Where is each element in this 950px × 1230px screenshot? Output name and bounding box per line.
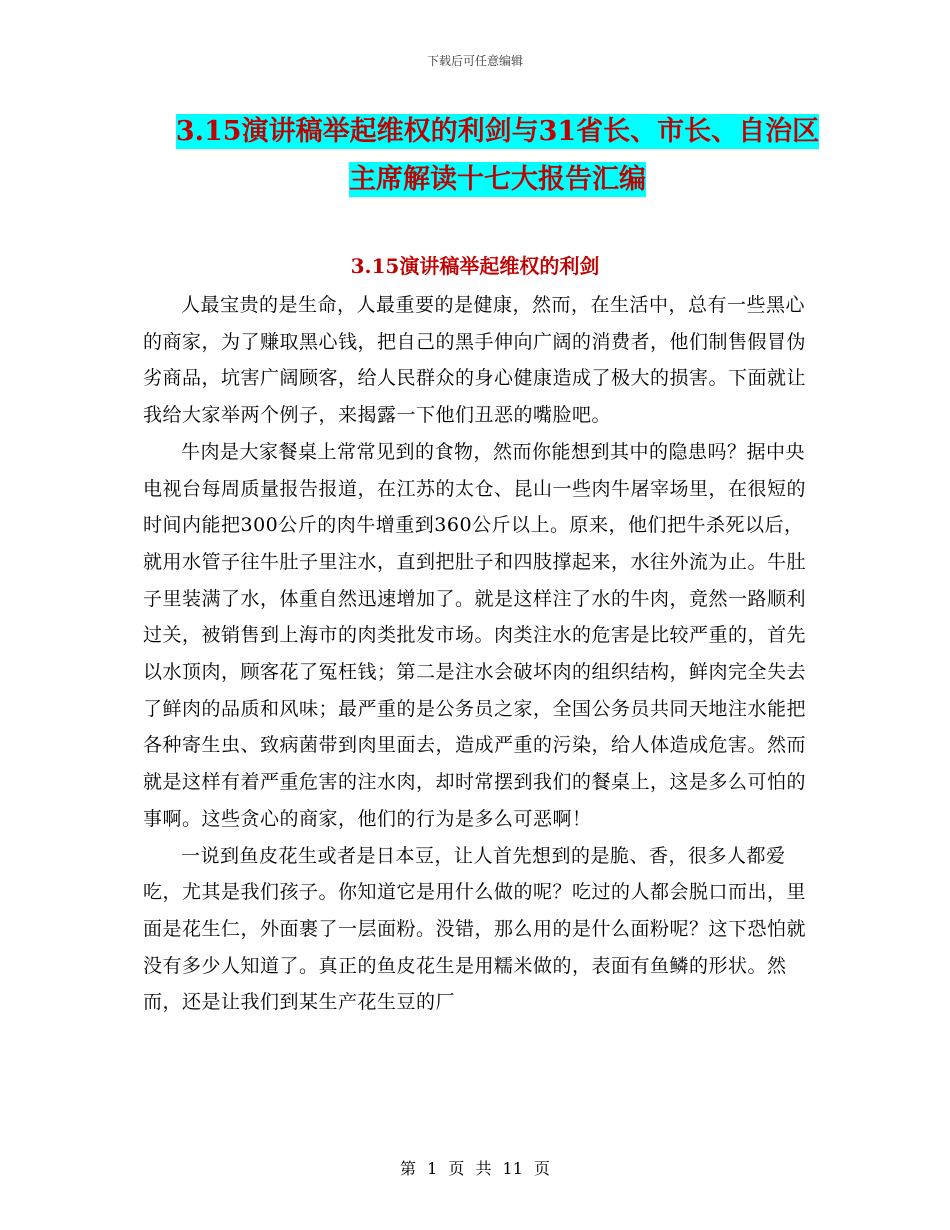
paragraph-3: 一说到鱼皮花生或者是日本豆，让人首先想到的是脆、香，很多人都爱吃，尤其是我们孩子。你知道它是用什么做的呢？吃过的人都会脱口而出，里面是花生仁，外面裹了一层面粉。没错，那么用的是什么面粉呢？这下恐怕就没有多少人知道了。真正的鱼皮花生是用糯米做的，表面有鱼鳞的形状。然而，还是让我们到某生产花生豆的厂 [143,844,807,1014]
page-footer: 第 1 页 共 11 页 [400,1159,550,1178]
document-title [0,108,950,204]
document-title-line-1: 3.15演讲稿举起维权的利剑与31省长、市长、自治区 [175,116,820,147]
section-title: 3.15演讲稿举起维权的利剑 [350,254,600,278]
paragraph-2: 牛肉是大家餐桌上常常见到的食物，然而你能想到其中的隐患吗？据中央电视台每周质量报告报道，在江苏的太仓、昆山一些肉牛屠宰场里，在很短的时间内能把300公斤的肉牛增重到360公斤以上。原来，他们把牛杀死以后，就用水管子往牛肚子里注水，直到把肚子和四肢撑起来，水往外流为止。牛肚子里装满了水，体重自然迅速增加了。就是这样注了水的牛肉，竟然一路顺利过关，被销售到上海市的肉类批发市场。肉类注水的危害是比较严重的，首先以水顶肉，顾客花了冤枉钱；第二是注水会破坏肉的组织结构，鲜肉完全失去了鲜肉的品质和风味；最严重的是公务员之家，全国公务员共同天地注水能把各种寄生虫、致病菌带到肉里面去，造成严重的污染，给人体造成危害。然而就是这样有着严重危害的注水肉，却时常摆到我们的餐桌上，这是多么可怕的事啊。这些贪心的商家，他们的行为是多么可恶啊！ [143,440,807,830]
body-text [143,287,823,1021]
header-note: 下载后可任意编辑 [426,54,523,68]
paragraph-1: 人最宝贵的是生命，人最重要的是健康，然而，在生活中，总有一些黑心的商家，为了赚取黑心钱，把自己的黑手伸向广阔的消费者，他们制售假冒伪劣商品，坑害广阔顾客，给人民群众的身心健康造成了极大的损害。下面就让我给大家举两个例子，来揭露一下他们丑恶的嘴脸吧。 [143,294,807,427]
document-title-line-2: 主席解读十七大报告汇编 [349,164,646,195]
